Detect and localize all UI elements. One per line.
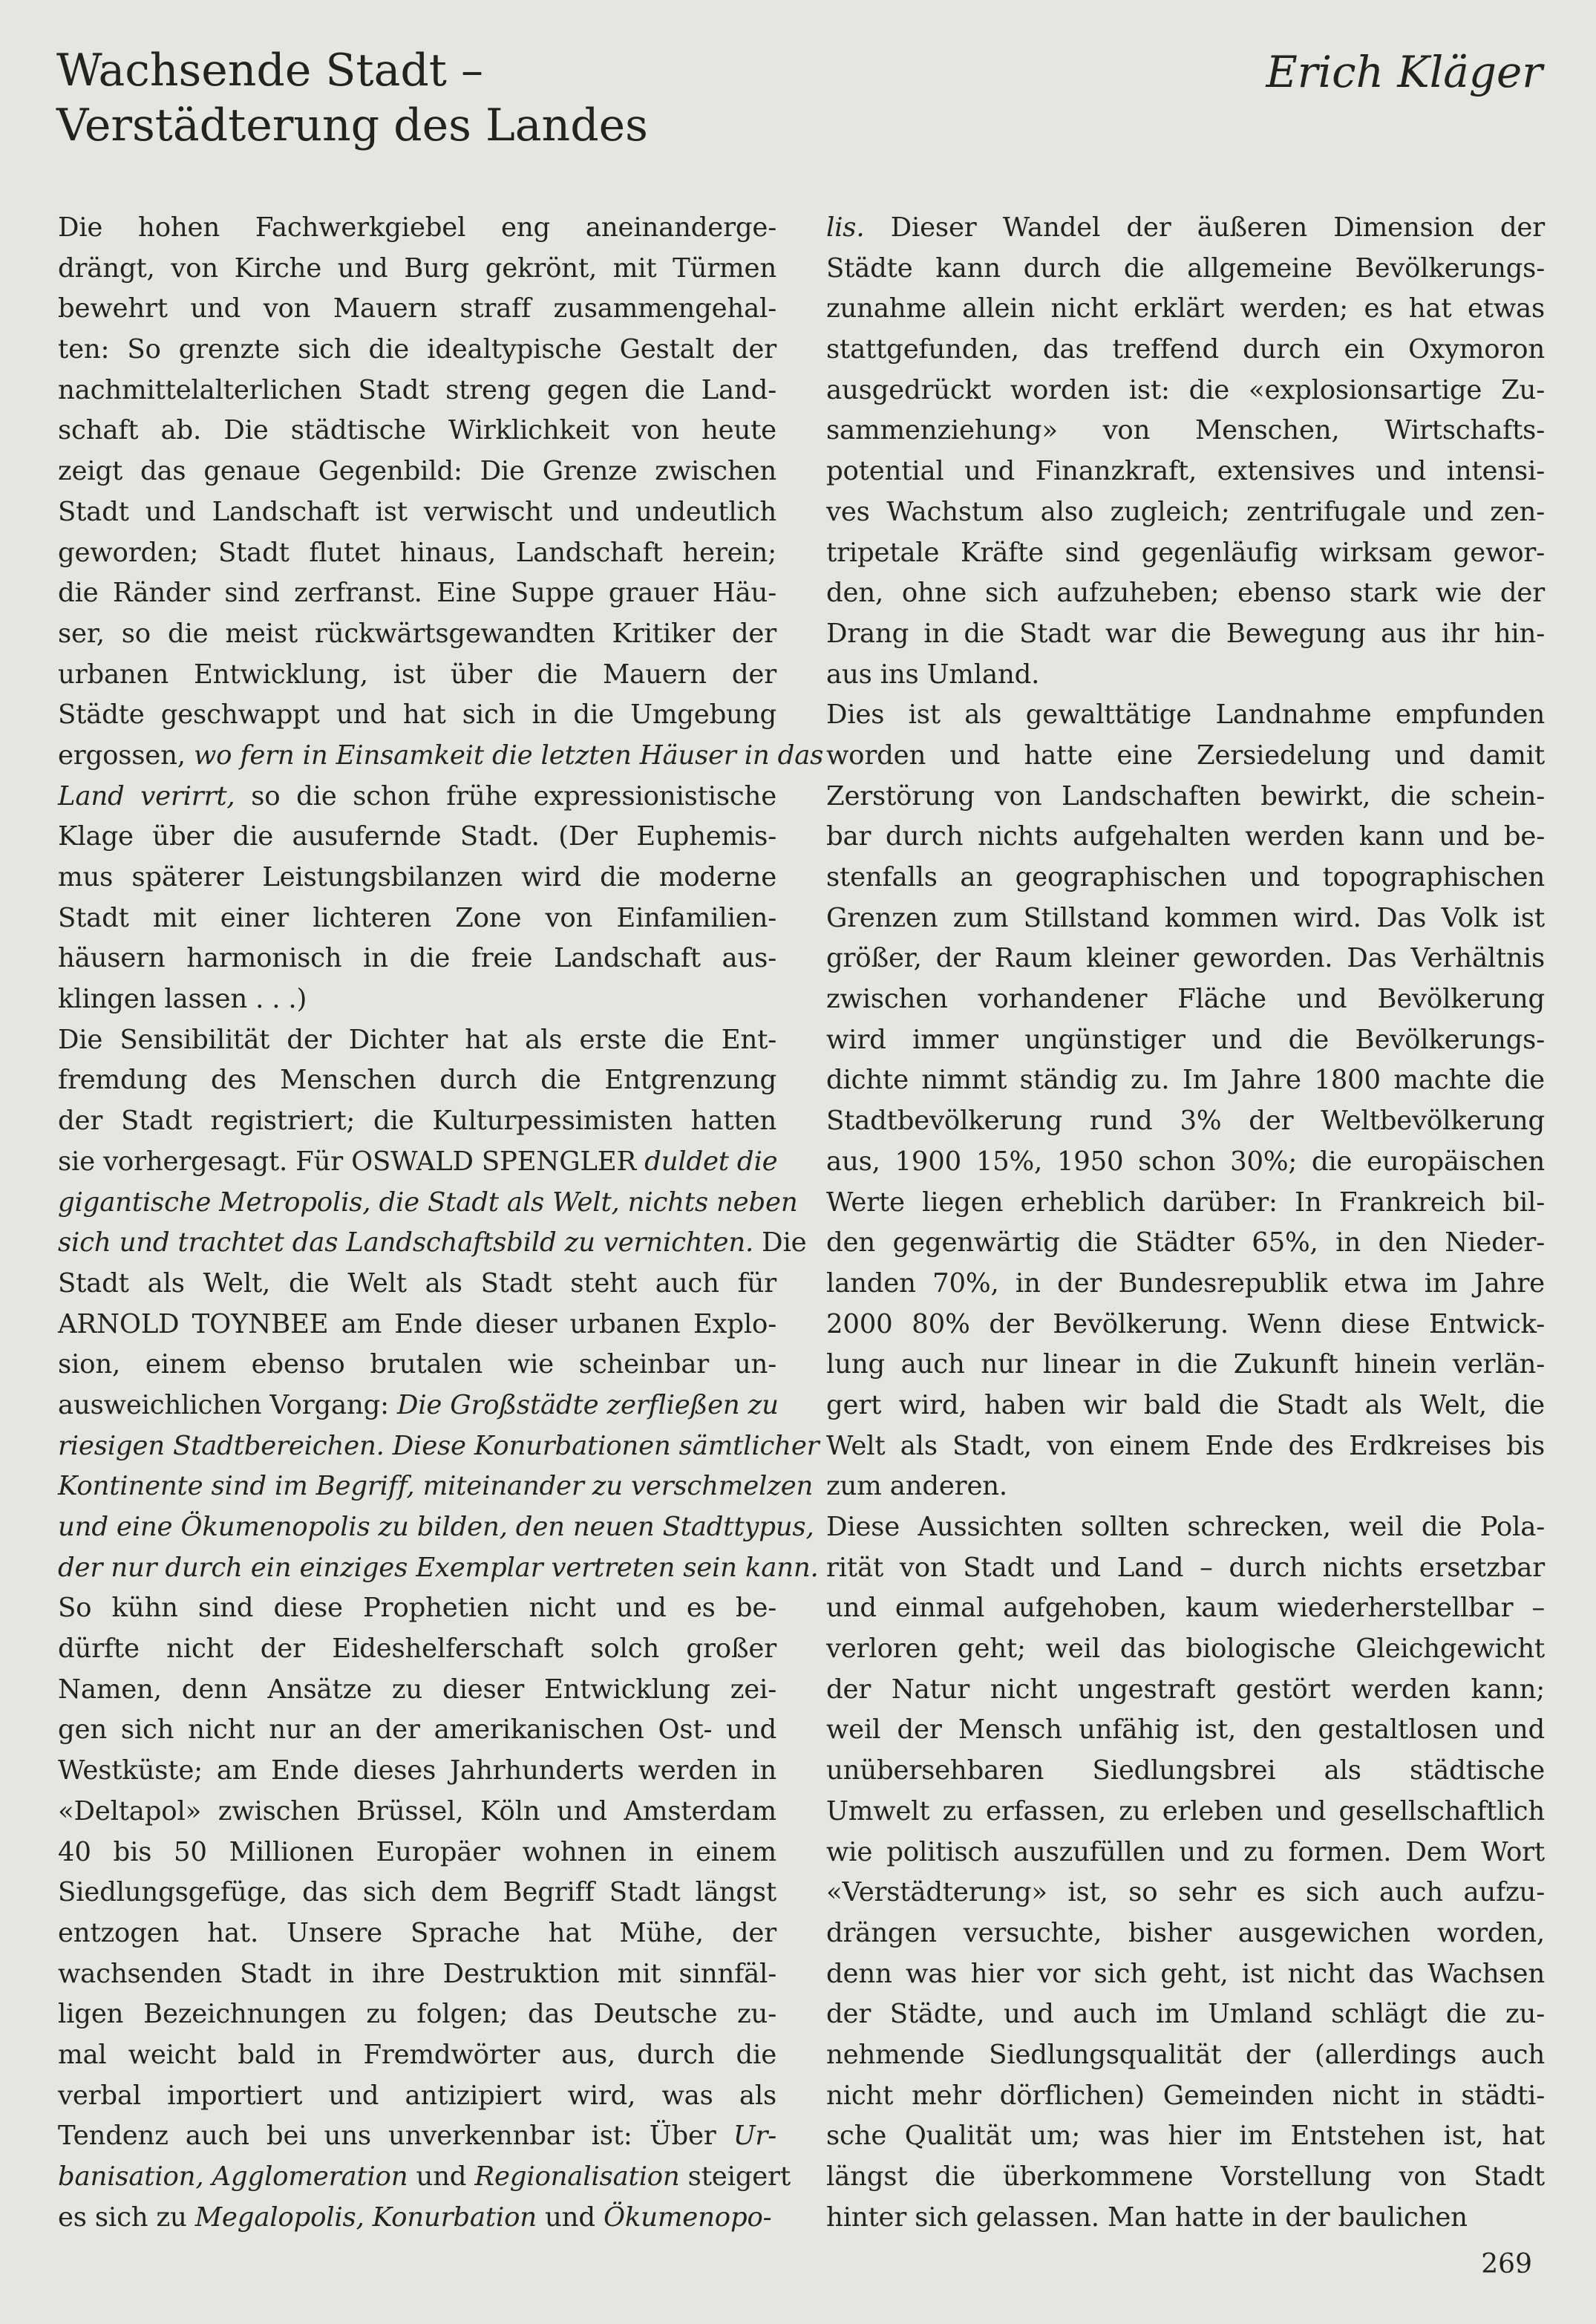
- text-line: nehmende Siedlungsqualität der (allerdings auch: [826, 2039, 1545, 2070]
- text-line: verbal importiert und antizipiert wird, was als: [58, 2080, 776, 2111]
- text-line: es sich zu Megalopolis, Konurbation und Ökumenopo-: [58, 2201, 772, 2233]
- text-line: größer, der Raum kleiner geworden. Das Verhältnis: [826, 943, 1545, 974]
- text-line: hinter sich gelassen. Man hatte in der baulichen: [826, 2201, 1468, 2233]
- text-line: der nur durch ein einziges Exemplar vertreten sein kann.: [58, 1552, 819, 1583]
- text-line: Städte geschwappt und hat sich in die Umgebung: [58, 699, 776, 731]
- text-line: ausgedrückt worden ist: die «explosionsartige Zu-: [826, 374, 1545, 405]
- text-line: sion, einem ebenso brutalen wie scheinbar un-: [58, 1349, 776, 1380]
- text-line: klingen lassen . . .): [58, 984, 307, 1015]
- text-line: den, ohne sich aufzuheben; ebenso stark wie der: [826, 578, 1545, 609]
- text-line: Stadtbevölkerung rund 3% der Weltbevölkerung: [826, 1106, 1545, 1137]
- title-line-2: Verstädterung des Landes: [56, 99, 648, 151]
- text-line: Die Sensibilität der Dichter hat als erste die Ent-: [58, 1024, 776, 1055]
- text-line: drängt, von Kirche und Burg gekrönt, mit Türmen: [58, 252, 776, 284]
- text-line: Werte liegen erheblich darüber: In Frankreich bil-: [826, 1187, 1545, 1218]
- text-line: zum anderen.: [826, 1471, 1008, 1502]
- text-line: landen 70%, in der Bundesrepublik etwa im Jahre: [826, 1267, 1545, 1299]
- text-line: Stadt mit einer lichteren Zone von Einfamilien-: [58, 902, 776, 933]
- text-line: gert wird, haben wir bald die Stadt als Welt, die: [826, 1389, 1545, 1420]
- text-line: wie politisch auszufüllen und zu formen. Dem Wort: [826, 1836, 1545, 1867]
- text-line: längst die überkommene Vorstellung von Stadt: [826, 2161, 1545, 2192]
- text-line: drängen versuchte, bisher ausgewichen worden,: [826, 1917, 1545, 1948]
- text-line: 2000 80% der Bevölkerung. Wenn diese Entwick-: [826, 1308, 1545, 1339]
- text-line: sammenziehung» von Menschen, Wirtschafts-: [826, 415, 1545, 446]
- text-line: denn was hier vor sich geht, ist nicht das Wachsen: [826, 1958, 1545, 1989]
- right-text-column: [826, 208, 1545, 2238]
- text-line: dichte nimmt ständig zu. Im Jahre 1800 machte die: [826, 1065, 1545, 1096]
- text-line: unübersehbaren Siedlungsbrei als städtische: [826, 1755, 1545, 1786]
- text-line: tripetale Kräfte sind gegenläufig wirksam gewor-: [826, 537, 1545, 568]
- text-line: sich und trachtet das Landschaftsbild zu vernichten. Die: [58, 1227, 807, 1259]
- text-line: entzogen hat. Unsere Sprache hat Mühe, der: [58, 1917, 776, 1948]
- left-text-column: [58, 208, 824, 2238]
- text-line: ergossen, wo fern in Einsamkeit die letzten Häuser in das: [58, 740, 824, 771]
- text-line: Zerstörung von Landschaften bewirkt, die schein-: [826, 780, 1545, 812]
- text-line: Westküste; am Ende dieses Jahrhunderts werden in: [58, 1755, 776, 1786]
- text-line: ves Wachstum also zugleich; zentrifugale und zen-: [826, 496, 1545, 527]
- text-line: lis. Dieser Wandel der äußeren Dimension der: [826, 212, 1545, 243]
- text-line: wird immer ungünstiger und die Bevölkerungs-: [826, 1024, 1545, 1055]
- text-line: Grenzen zum Stillstand kommen wird. Das Volk ist: [826, 902, 1545, 933]
- text-line: worden und hatte eine Zersiedelung und damit: [826, 740, 1545, 771]
- text-line: und eine Ökumenopolis zu bilden, den neuen Stadttypus,: [58, 1512, 814, 1542]
- text-line: nicht mehr dörflichen) Gemeinden nicht in städti-: [826, 2080, 1545, 2111]
- text-line: Tendenz auch bei uns unverkennbar ist: Über Ur-: [58, 2121, 776, 2152]
- text-line: nachmittelalterlichen Stadt streng gegen die Land-: [58, 374, 776, 405]
- text-line: gigantische Metropolis, die Stadt als Welt, nichts neben: [58, 1187, 798, 1218]
- text-line: Städte kann durch die allgemeine Bevölkerungs-: [826, 252, 1545, 284]
- text-line: und einmal aufgehoben, kaum wiederherstellbar –: [826, 1593, 1545, 1624]
- text-line: «Verstädterung» ist, so sehr es sich auch aufzu-: [826, 1877, 1545, 1908]
- text-line: fremdung des Menschen durch die Entgrenzung: [58, 1065, 776, 1096]
- text-line: aus, 1900 15%, 1950 schon 30%; die europäischen: [826, 1146, 1545, 1177]
- text-line: urbanen Entwicklung, ist über die Mauern der: [58, 659, 776, 690]
- text-line: zwischen vorhandener Fläche und Bevölkerung: [826, 984, 1545, 1015]
- text-line: geworden; Stadt flutet hinaus, Landschaft herein;: [58, 537, 776, 568]
- text-line: Die hohen Fachwerkgiebel eng aneinanderge-: [58, 212, 776, 243]
- text-line: Stadt als Welt, die Welt als Stadt steht auch für: [58, 1267, 776, 1299]
- text-line: Klage über die ausufernde Stadt. (Der Euphemis-: [58, 821, 776, 852]
- text-line: den gegenwärtig die Städter 65%, in den Nieder-: [826, 1227, 1545, 1259]
- text-line: bar durch nichts aufgehalten werden kann und be-: [826, 821, 1545, 852]
- text-line: stenfalls an geographischen und topographischen: [826, 862, 1545, 892]
- text-line: bewehrt und von Mauern straff zusammengehal-: [58, 293, 776, 324]
- text-line: Dies ist als gewalttätige Landnahme empfunden: [826, 699, 1545, 731]
- text-line: lung auch nur linear in die Zukunft hinein verlän-: [826, 1349, 1545, 1380]
- text-line: Stadt und Landschaft ist verwischt und undeutlich: [58, 496, 776, 527]
- text-line: potential und Finanzkraft, extensives und intensi-: [826, 456, 1545, 487]
- title-line-1: Wachsende Stadt –: [56, 45, 483, 97]
- text-line: die Ränder sind zerfranst. Eine Suppe grauer Häu-: [58, 578, 776, 609]
- text-line: aus ins Umland.: [826, 659, 1040, 690]
- text-line: Namen, denn Ansätze zu dieser Entwicklung zei-: [58, 1674, 776, 1705]
- text-line: häusern harmonisch in die freie Landschaft aus-: [58, 943, 776, 974]
- text-line: der Stadt registriert; die Kulturpessimisten hatten: [58, 1106, 776, 1137]
- page-number: 269: [1481, 2249, 1532, 2279]
- text-line: schaft ab. Die städtische Wirklichkeit von heute: [58, 415, 776, 446]
- text-line: ser, so die meist rückwärtsgewandten Kritiker der: [58, 618, 776, 649]
- text-line: der Natur nicht ungestraft gestört werden kann;: [826, 1674, 1545, 1705]
- text-line: riesigen Stadtbereichen. Diese Konurbationen sämtlicher: [58, 1430, 820, 1461]
- text-line: stattgefunden, das treffend durch ein Oxymoron: [826, 334, 1545, 365]
- text-line: zeigt das genaue Gegenbild: Die Grenze zwischen: [58, 456, 776, 487]
- text-line: mal weicht bald in Fremdwörter aus, durch die: [58, 2039, 776, 2070]
- text-line: Diese Aussichten sollten schrecken, weil die Pola-: [826, 1512, 1545, 1542]
- text-line: Welt als Stadt, von einem Ende des Erdkreises bis: [826, 1430, 1545, 1461]
- text-line: Land verirrt, so die schon frühe expressionistische: [58, 780, 777, 812]
- text-line: sie vorhergesagt. Für OSWALD SPENGLER duldet die: [58, 1146, 778, 1177]
- text-line: verloren geht; weil das biologische Gleichgewicht: [826, 1633, 1545, 1665]
- text-line: ARNOLD TOYNBEE am Ende dieser urbanen Explo-: [58, 1308, 777, 1339]
- text-line: wachsenden Stadt in ihre Destruktion mit sinnfäl-: [58, 1958, 776, 1989]
- text-line: weil der Mensch unfähig ist, den gestaltlosen und: [826, 1714, 1545, 1746]
- text-line: Kontinente sind im Begriff, miteinander zu verschmelzen: [58, 1471, 814, 1502]
- article-title: [56, 43, 648, 153]
- text-line: dürfte nicht der Eideshelferschaft solch großer: [58, 1633, 776, 1665]
- text-line: gen sich nicht nur an der amerikanischen Ost- und: [58, 1714, 776, 1746]
- text-line: zunahme allein nicht erklärt werden; es hat etwas: [826, 293, 1545, 324]
- text-line: 40 bis 50 Millionen Europäer wohnen in einem: [58, 1836, 776, 1867]
- text-line: «Deltapol» zwischen Brüssel, Köln und Amsterdam: [58, 1795, 776, 1827]
- text-line: So kühn sind diese Prophetien nicht und es be-: [58, 1593, 776, 1624]
- text-line: ligen Bezeichnungen zu folgen; das Deutsche zu-: [58, 1999, 776, 2030]
- text-line: mus späterer Leistungsbilanzen wird die moderne: [58, 862, 776, 892]
- text-line: sche Qualität um; was hier im Entstehen ist, hat: [826, 2121, 1545, 2152]
- text-line: ausweichlichen Vorgang: Die Großstädte zerfließen zu: [58, 1389, 779, 1420]
- text-line: rität von Stadt und Land – durch nichts ersetzbar: [826, 1552, 1545, 1583]
- text-line: Umwelt zu erfassen, zu erleben und gesellschaftlich: [826, 1795, 1545, 1827]
- text-line: banisation, Agglomeration und Regionalisation steigert: [58, 2161, 791, 2192]
- text-line: Siedlungsgefüge, das sich dem Begriff Stadt längst: [58, 1877, 776, 1908]
- text-line: der Städte, und auch im Umland schlägt die zu-: [826, 1999, 1545, 2030]
- author-name: Erich Kläger: [1266, 47, 1543, 97]
- text-line: ten: So grenzte sich die idealtypische Gestalt der: [58, 334, 776, 365]
- text-line: Drang in die Stadt war die Bewegung aus ihr hin-: [826, 618, 1545, 649]
